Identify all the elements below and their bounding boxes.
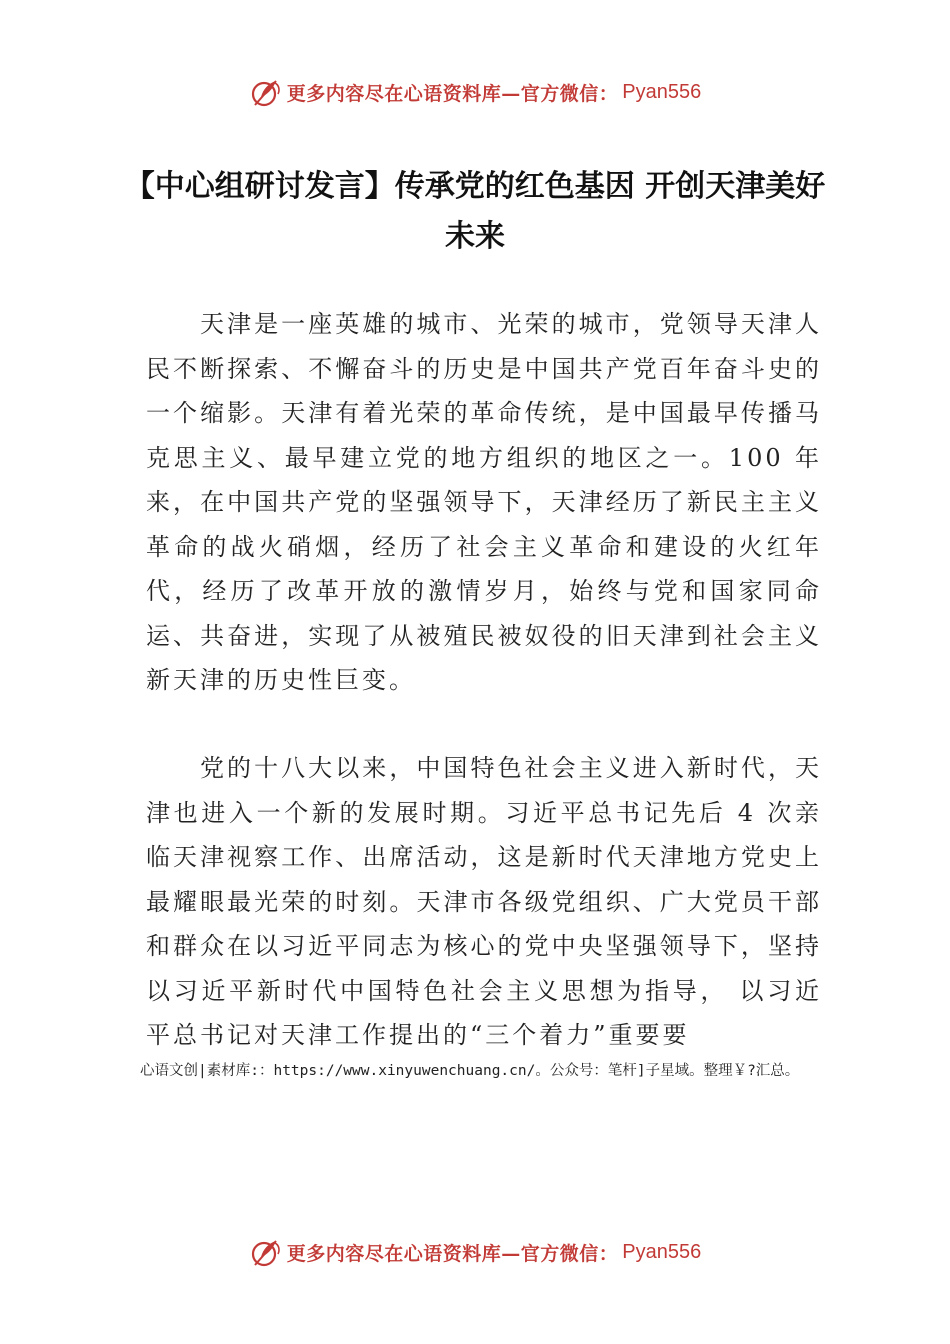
- footer-banner-text: 更多内容尽在心语资料库—官方微信：: [286, 1242, 619, 1265]
- source-note: 心语文创|素材库:：https://www.xinyuwenchuang.cn/。公众号：笔杆]子星域。整理￥?汇总。: [140, 1063, 800, 1079]
- paragraph-2: 党的十八大以来，中国特色社会主义进入新时代，天津也进入一个新的发展时期。习近平总书记先后 4 次亲临天津视察工作、出席活动，这是新时代天津地方党史上最耀眼最光荣的时刻。天津市各级党组织、广大党员干部和群众在以习近平同志为核心的党中央坚强领导下，坚持以习近平新时代中国特色社会主义思想为指导， 以习近平总书记对天津工作提出的“三个着力”重要要: [146, 754, 822, 1049]
- header-wechat-id: Pyan556: [622, 80, 702, 103]
- feather-logo-icon: [249, 75, 283, 109]
- footer-wechat-id: Pyan556: [622, 1240, 702, 1263]
- document-title: 【中心组研讨发言】传承党的红色基因 开创天津美好未来: [124, 169, 826, 254]
- header-banner-text: 更多内容尽在心语资料库—官方微信：: [286, 82, 619, 105]
- paragraph-1: 天津是一座英雄的城市、光荣的城市，党领导天津人民不断探索、不懈奋斗的历史是中国共产党百年奋斗史的一个缩影。天津有着光荣的革命传统，是中国最早传播马克思主义、最早建立党的地方组织的地区之一。100 年来，在中国共产党的坚强领导下，天津经历了新民主主义革命的战火硝烟，经历了社会主义革命和建设的火红年代，经历了改革开放的激情岁月，始终与党和国家同命运、共奋进，实现了从被殖民被奴役的旧天津到社会主义新天津的历史性巨变。: [146, 310, 822, 694]
- feather-logo-icon: [249, 1235, 283, 1269]
- footer-banner: [0, 1232, 950, 1272]
- header-banner: [0, 72, 950, 112]
